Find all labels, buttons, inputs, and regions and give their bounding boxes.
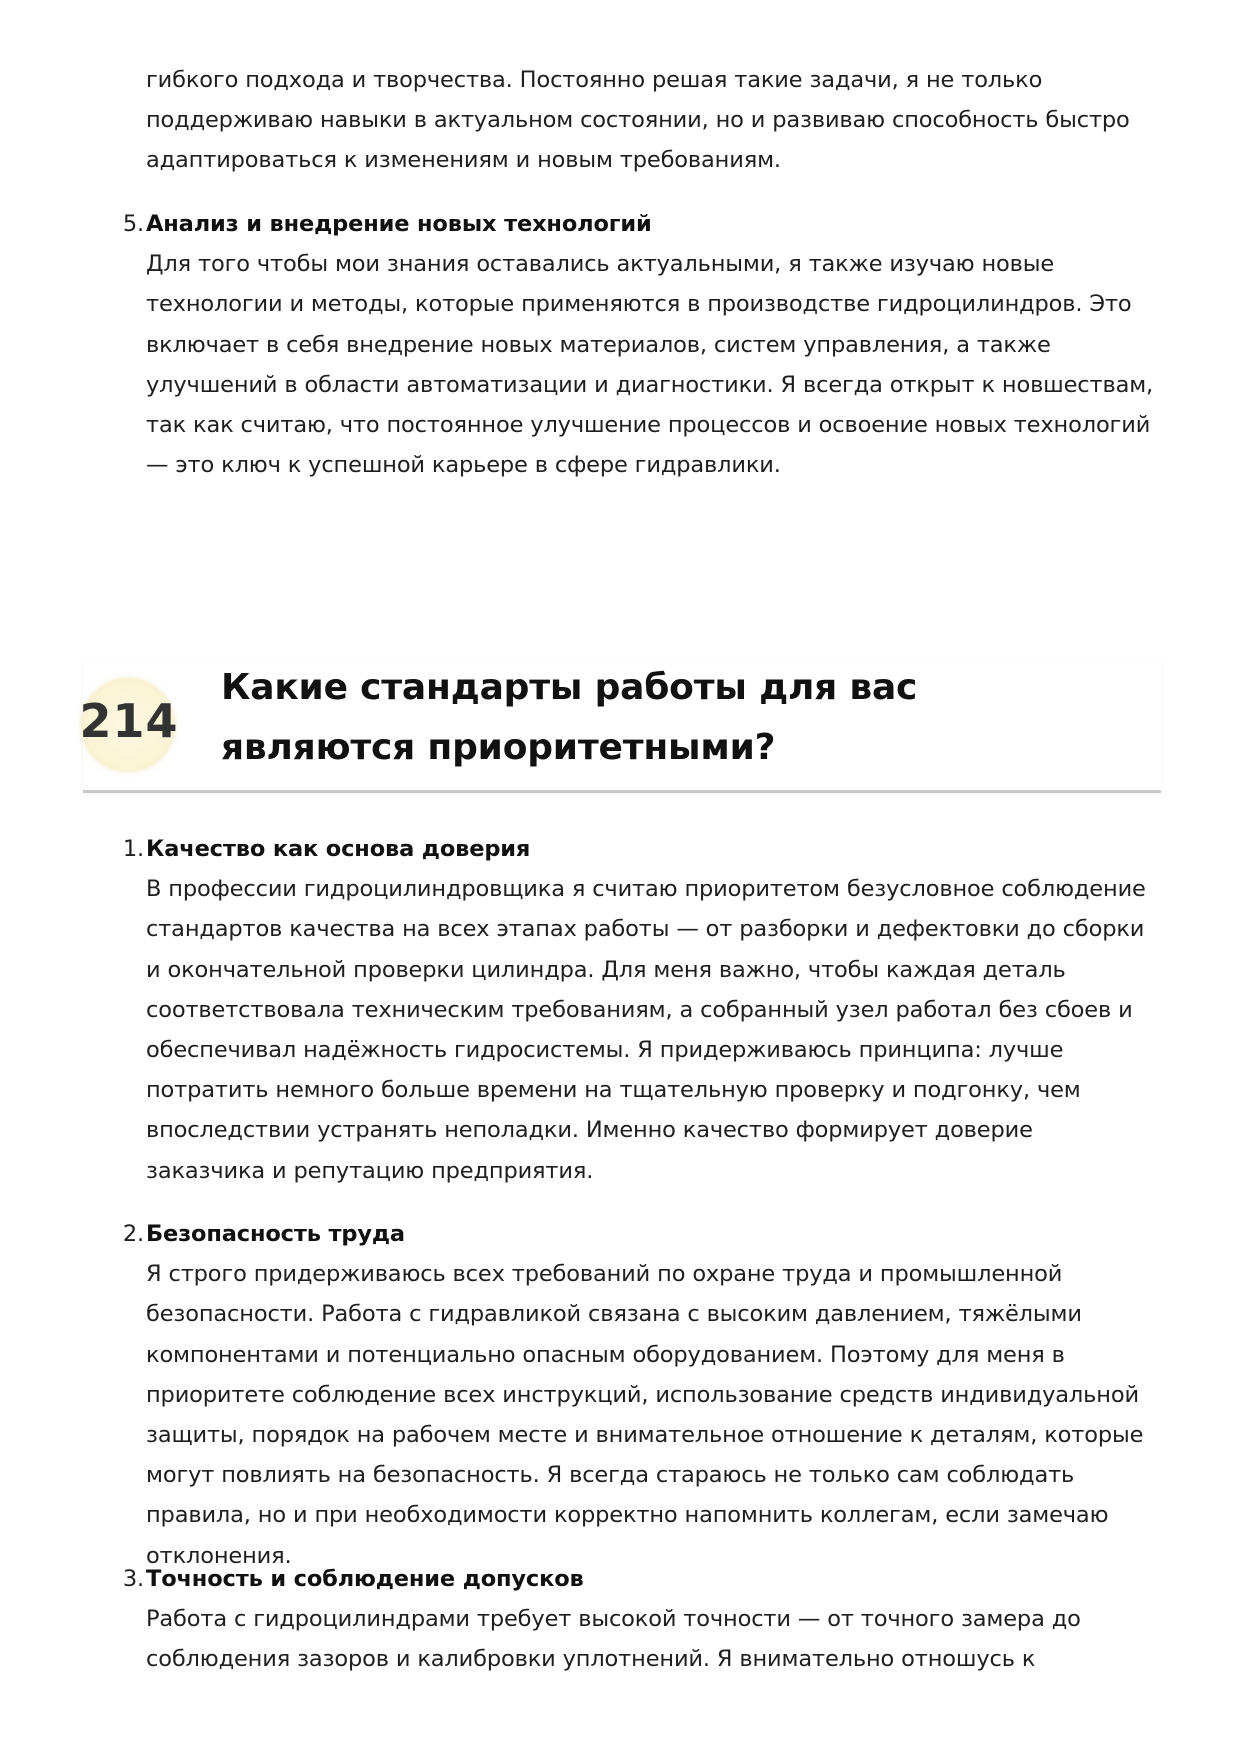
list-item-body: Для того чтобы мои знания оставались актуальными, я также изучаю новые технологии и методы, которые применяются в производстве гидроцилиндров. Это включает в себя внедрение новых материалов, систем управления, а также улучшений в области автоматизации и диагностики. Я всегда открыт к новшествам, так как считаю, что постоянное улучшение процессов и освоение новых технологий — это ключ к успешной карьере в сфере гидравлики.: [146, 251, 1154, 479]
list-item-body: В профессии гидроцилиндровщика я считаю приоритетом безусловное соблюдение стандартов качества на всех этапах работы — от разборки и дефектовки до сборки и окончательной проверки цилиндра. Для меня важно, чтобы каждая деталь соответствовала техническим требованиям, а собранный узел работал без сбоев и обеспечивал надёжность гидросистемы. Я придерживаюсь принципа: лучше потратить немного больше времени на тщательную проверку и подгонку, чем впоследствии устранять неполадки. Именно качество формирует доверие заказчика и репутацию предприятия.: [146, 876, 1146, 1184]
list-item-title: Точность и соблюдение допусков: [146, 1566, 584, 1592]
list-item-prev-5: [122, 204, 1156, 485]
list-item-body: Работа с гидроцилиндрами требует высокой точности — от точного замера до соблюдения зазоров и калибровки уплотнений. Я внимательно отношусь к: [146, 1606, 1081, 1673]
list-item-number: 3.: [122, 1566, 144, 1592]
list-item-title: Безопасность труда: [146, 1221, 405, 1247]
list-item-title: Качество как основа доверия: [146, 836, 531, 862]
list-item-number: 5.: [122, 211, 144, 237]
list-item-number: 2.: [122, 1221, 144, 1247]
intro-paragraph: гибкого подхода и творчества. Постоянно решая такие задачи, я не только поддерживаю навыки в актуальном состоянии, но и развиваю способность быстро адаптироваться к изменениям и новым требованиям.: [146, 67, 1130, 174]
list-item-answer-2: [122, 1214, 1156, 1576]
list-item-number: 1.: [122, 836, 144, 862]
question-number: 214: [79, 694, 179, 748]
question-title: Какие стандарты работы для вас являются приоритетными?: [221, 667, 918, 768]
list-item-title: Анализ и внедрение новых технологий: [146, 211, 652, 237]
list-item-body: Я строго придерживаюсь всех требований по охране труда и промышленной безопасности. Работа с гидравликой связана с высоким давлением, тяжёлыми компонентами и потенциально опасным оборудованием. Поэтому для меня в приоритете соблюдение всех инструкций, использование средств индивидуальной защиты, порядок на рабочем месте и внимательное отношение к деталям, которые могут повлиять на безопасность. Я всегда стараюсь не только сам соблюдать правила, но и при необходимости корректно напомнить коллегам, если замечаю отклонения.: [146, 1261, 1144, 1569]
list-item-answer-3: [122, 1559, 1156, 1680]
list-item-answer-1: [122, 829, 1156, 1191]
question-header: [79, 658, 1161, 793]
